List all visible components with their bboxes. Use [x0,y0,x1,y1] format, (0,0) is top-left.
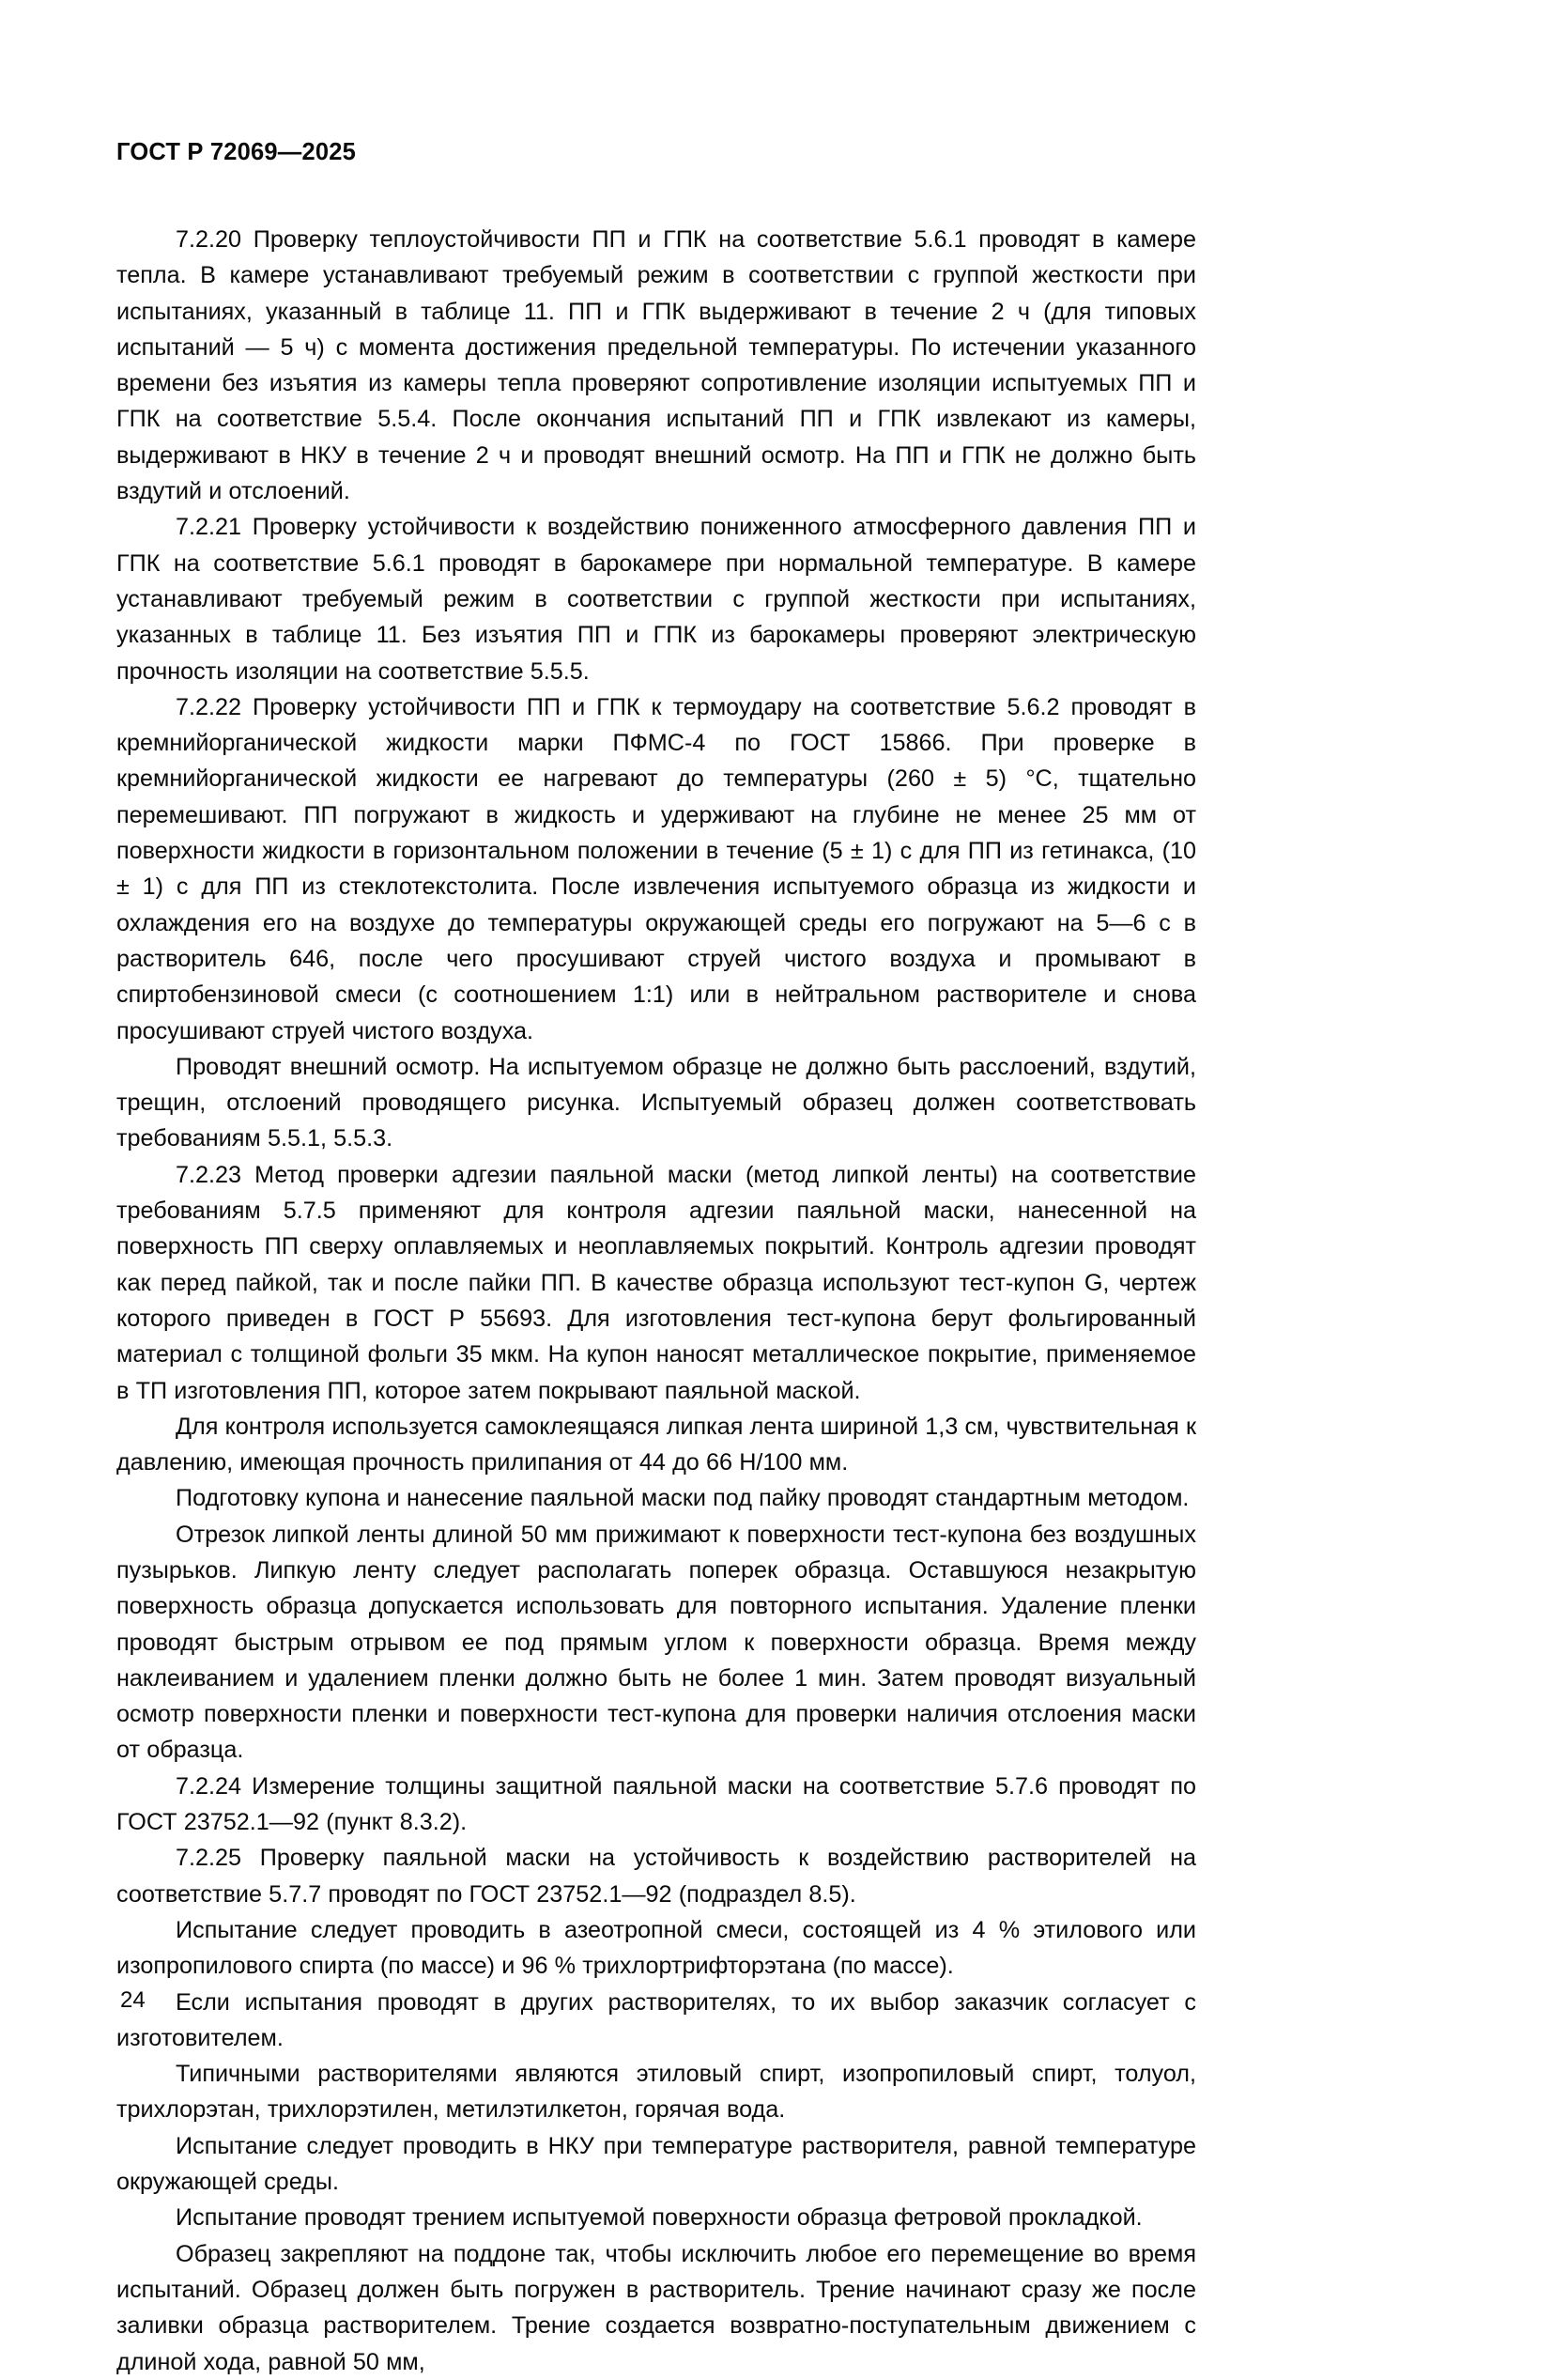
paragraph-specimen-fixing: Образец закрепляют на поддоне так, чтобы исключить любое его перемещение во время испытаний. Образец должен быть погружен в растворитель. Трение начинают сразу же после заливки образца растворителем. Трение создается возвратно-поступательным движением с длиной хода, равной 50 мм, [116,2240,1196,2375]
paragraph-7-2-21: 7.2.21 Проверку устойчивости к воздействию пониженного атмосферного давления ПП и ГПК на соответствие 5.6.1 проводят в барокамере при нормальной температуре. В камере устанавливают требуемый режим в соответствии с группой жесткости при испытаниях, указанных в таблице 11. Без изъятия ПП и ГПК из барокамеры проверяют электрическую прочность изоляции на соответствие 5.5.5. [116,514,1196,685]
paragraph-7-2-25: 7.2.25 Проверку паяльной маски на устойчивость к воздействию растворителей на соответствие 5.7.7 проводят по ГОСТ 23752.1—92 (подраздел 8.5). [116,1845,1196,1908]
paragraph-friction-method: Испытание проводят трением испытуемой поверхности образца фетровой прокладкой. [176,2204,1143,2232]
paragraph-azeotropic-mixture: Испытание следует проводить в азеотропной смеси, состоящей из 4 % этилового или изопропилового спирта (по массе) и 96 % трихлортрифторэтана (по массе). [116,1916,1196,1980]
paragraph-7-2-20: 7.2.20 Проверку теплоустойчивости ПП и ГПК на соответствие 5.6.1 проводят в камере тепла. В камере устанавливают требуемый режим в соответствии с группой жесткости при испытаниях, указанный в таблице 11. ПП и ГПК выдерживают в течение 2 ч (для типовых испытаний — 5 ч) с момента достижения предельной температуры. По истечении указанного времени без изъятия из камеры тепла проверяют сопротивление изоляции испытуемых ПП и ГПК на соответствие 5.5.4. После окончания испытаний ПП и ГПК извлекают из камеры, выдерживают в НКУ в течение 2 ч и проводят внешний осмотр. На ПП и ГПК не должно быть вздутий и отслоений. [116,226,1196,505]
paragraph-test-conditions: Испытание следует проводить в НКУ при температуре растворителя, равной температуре окружающей среды. [116,2132,1196,2196]
paragraph-7-2-22: 7.2.22 Проверку устойчивости ПП и ГПК к термоудару на соответствие 5.6.2 проводят в кремнийорганической жидкости марки ПФМС-4 по ГОСТ 15866. При проверке в кремнийорганической жидкости ее нагревают до температуры (260 ± 5) °С, тщательно перемешивают. ПП погружают в жидкость и удерживают на глубине не менее 25 мм от поверхности жидкости в горизонтальном положении в течение (5 ± 1) с для ПП из гетинакса, (10 ± 1) с для ПП из стеклотекстолита. После извлечения испытуемого образца из жидкости и охлаждения его на воздухе до температуры окружающей среды его погружают на 5—6 с в растворитель 646, после чего просушивают струей чистого воздуха и промывают в спиртобензиновой смеси (с соотношением 1:1) или в нейтральном растворителе и снова просушивают струей чистого воздуха. [116,693,1196,1044]
paragraph-other-solvents: Если испытания проводят в других растворителях, то их выбор заказчик согласует с изготовителем. [116,1988,1196,2051]
paragraph-adhesive-tape-spec: Для контроля используется самоклеящаяся липкая лента шириной 1,3 см, чувствительная к давлению, имеющая прочность прилипания от 44 до 66 Н/100 мм. [116,1413,1196,1476]
paragraph-7-2-23: 7.2.23 Метод проверки адгезии паяльной маски (метод липкой ленты) на соответствие требованиям 5.7.5 применяют для контроля адгезии паяльной маски, нанесенной на поверхность ПП сверху оплавляемых и неоплавляемых покрытий. Контроль адгезии проводят как перед пайкой, так и после пайки ПП. В качестве образца используют тест-купон G, чертеж которого приведен в ГОСТ Р 55693. Для изготовления тест-купона берут фольгированный материал с толщиной фольги 35 мкм. На купон наносят металлическое покрытие, применяемое в ТП изготовления ПП, которое затем покрывают паяльной маской. [116,1161,1196,1404]
paragraph-tape-application: Отрезок липкой ленты длиной 50 мм прижимают к поверхности тест-купона без воздушных пузырьков. Липкую ленту следует располагать поперек образца. Оставшуюся незакрытую поверхность образца допускается использовать для повторного испытания. Удаление пленки проводят быстрым отрывом ее под прямым углом к поверхности образца. Время между наклеиванием и удалением пленки должно быть не более 1 мин. Затем проводят визуальный осмотр поверхности пленки и поверхности тест-купона для проверки наличия отслоения маски от образца. [116,1521,1196,1764]
paragraph-coupon-preparation: Подготовку купона и нанесение паяльной маски под пайку проводят стандартным методом. [176,1485,1190,1512]
page-number: 24 [120,1987,146,2013]
paragraph-visual-inspection: Проводят внешний осмотр. На испытуемом образце не должно быть расслоений, вздутий, трещин, отслоений проводящего рисунка. Испытуемый образец должен соответствовать требованиям 5.5.1, 5.5.3. [116,1053,1196,1152]
document-body [116,222,1196,2380]
paragraph-typical-solvents: Типичными растворителями являются этиловый спирт, изопропиловый спирт, толуол, трихлорэтан, трихлорэтилен, метилэтилкетон, горячая вода. [116,2061,1196,2124]
paragraph-7-2-24: 7.2.24 Измерение толщины защитной паяльной маски на соответствие 5.7.6 проводят по ГОСТ 23752.1—92 (пункт 8.3.2). [116,1772,1196,1836]
page-header-standard-number: ГОСТ Р 72069—2025 [116,139,357,165]
